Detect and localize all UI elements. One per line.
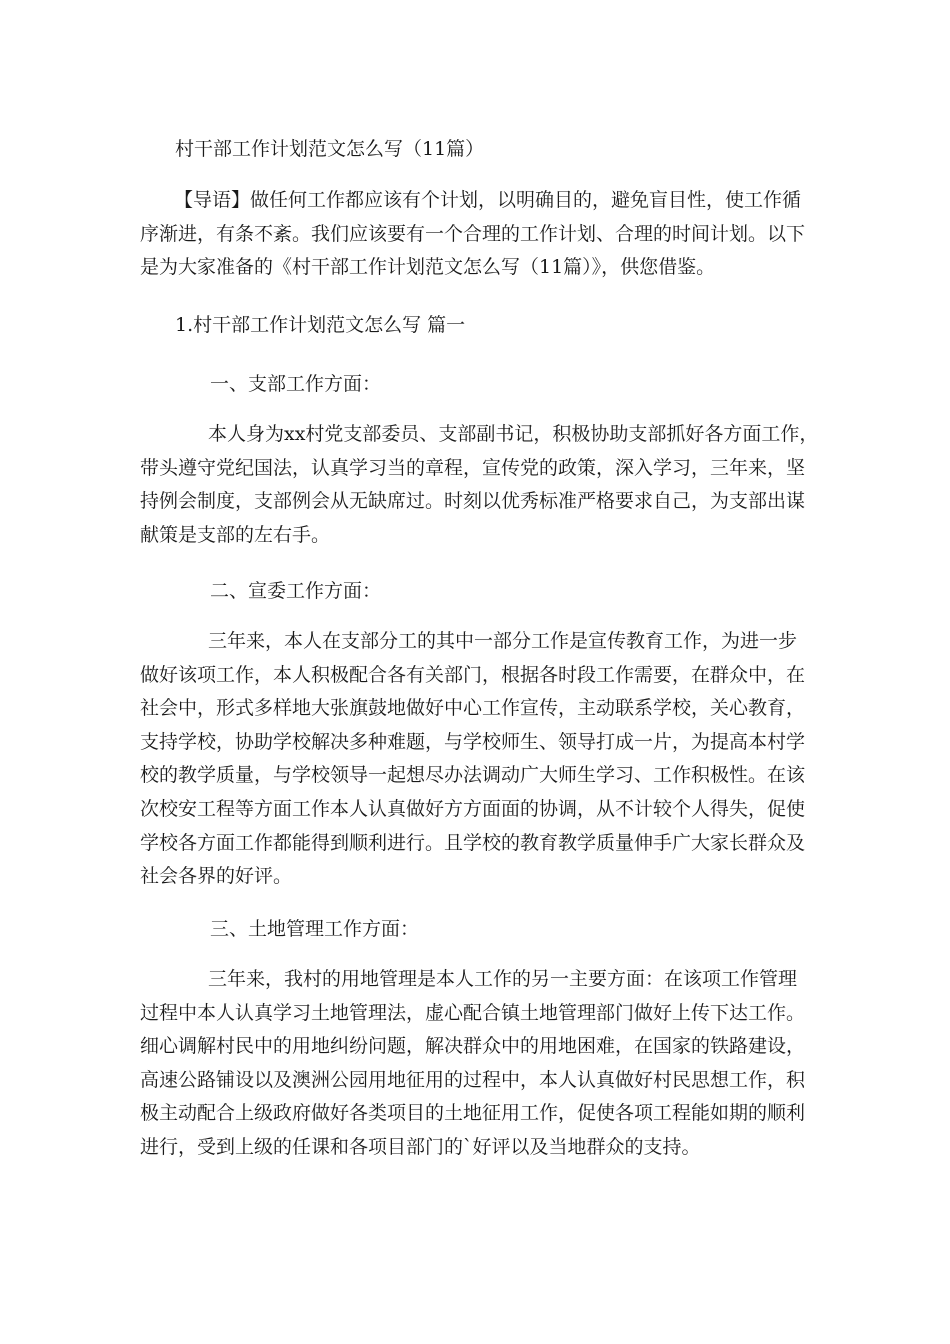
paragraph-line: 高速公路铺设以及澳洲公园用地征用的过程中，本人认真做好村民思想工作，积 (140, 1068, 806, 1091)
paragraph-propaganda-work (140, 625, 812, 894)
paragraph-line: 过程中本人认真学习土地管理法，虚心配合镇土地管理部门做好上传下达工作。 (140, 1001, 806, 1024)
intro-line: 是为大家准备的《村干部工作计划范文怎么写（11篇）》，供您借鉴。 (140, 256, 716, 279)
paragraph-line: 三年来，我村的用地管理是本人工作的另一主要方面：在该项工作管理 (208, 968, 798, 990)
paragraph-land-management (140, 963, 812, 1165)
paragraph-line: 本人身为xx村党支部委员、支部副书记，积极协助支部抓好各方面工作， (208, 423, 819, 445)
paragraph-line: 社会中，形式多样地大张旗鼓地做好中心工作宣传，主动联系学校，关心教育， (140, 697, 806, 720)
section-title: 1.村干部工作计划范文怎么写 篇一 (175, 314, 466, 336)
paragraph-line: 次校安工程等方面工作本人认真做好方方面面的协调，从不计较个人得失，促使 (140, 797, 806, 820)
paragraph-line: 三年来，本人在支部分工的其中一部分工作是宣传教育工作，为进一步 (208, 630, 798, 652)
paragraph-line: 校的教学质量，与学校领导一起想尽办法调动广大师生学习、工作积极性。在该 (140, 764, 806, 787)
paragraph-line: 做好该项工作，本人积极配合各有关部门，根据各时段工作需要，在群众中，在 (140, 663, 806, 686)
paragraph-line: 带头遵守党纪国法，认真学习当的章程，宣传党的政策，深入学习，三年来，坚 (140, 456, 806, 479)
paragraph-line: 学校各方面工作都能得到顺利进行。且学校的教育教学质量伸手广大家长群众及 (140, 831, 806, 854)
intro-line: 【导语】做任何工作都应该有个计划，以明确目的，避免盲目性，使工作循 (174, 189, 802, 211)
paragraph-line: 献策是支部的左右手。 (140, 523, 331, 546)
paragraph-line: 支持学校，协助学校解决多种难题，与学校师生、领导打成一片，为提高本村学 (140, 730, 806, 753)
paragraph-line: 持例会制度，支部例会从无缺席过。时刻以优秀标准严格要求自己，为支部出谋 (140, 490, 806, 513)
heading-land-management: 三、土地管理工作方面： (210, 918, 420, 940)
paragraph-line: 极主动配合上级政府做好各类项目的土地征用工作，促使各项工程能如期的顺利 (140, 1102, 806, 1125)
paragraph-branch-work (140, 418, 819, 552)
intro-paragraph (140, 184, 812, 285)
paragraph-line: 社会各界的好评。 (140, 865, 293, 888)
document-title: 村干部工作计划范文怎么写（11篇） (175, 138, 485, 160)
paragraph-line: 细心调解村民中的用地纠纷问题，解决群众中的用地困难，在国家的铁路建设， (140, 1035, 806, 1058)
paragraph-line: 进行，受到上级的任课和各项目部门的`好评以及当地群众的支持。 (140, 1135, 701, 1158)
heading-propaganda-work: 二、宣委工作方面： (210, 580, 382, 602)
heading-branch-work: 一、支部工作方面： (210, 373, 382, 395)
intro-line: 序渐进，有条不紊。我们应该要有一个合理的工作计划、合理的时间计划。以下 (140, 222, 806, 245)
